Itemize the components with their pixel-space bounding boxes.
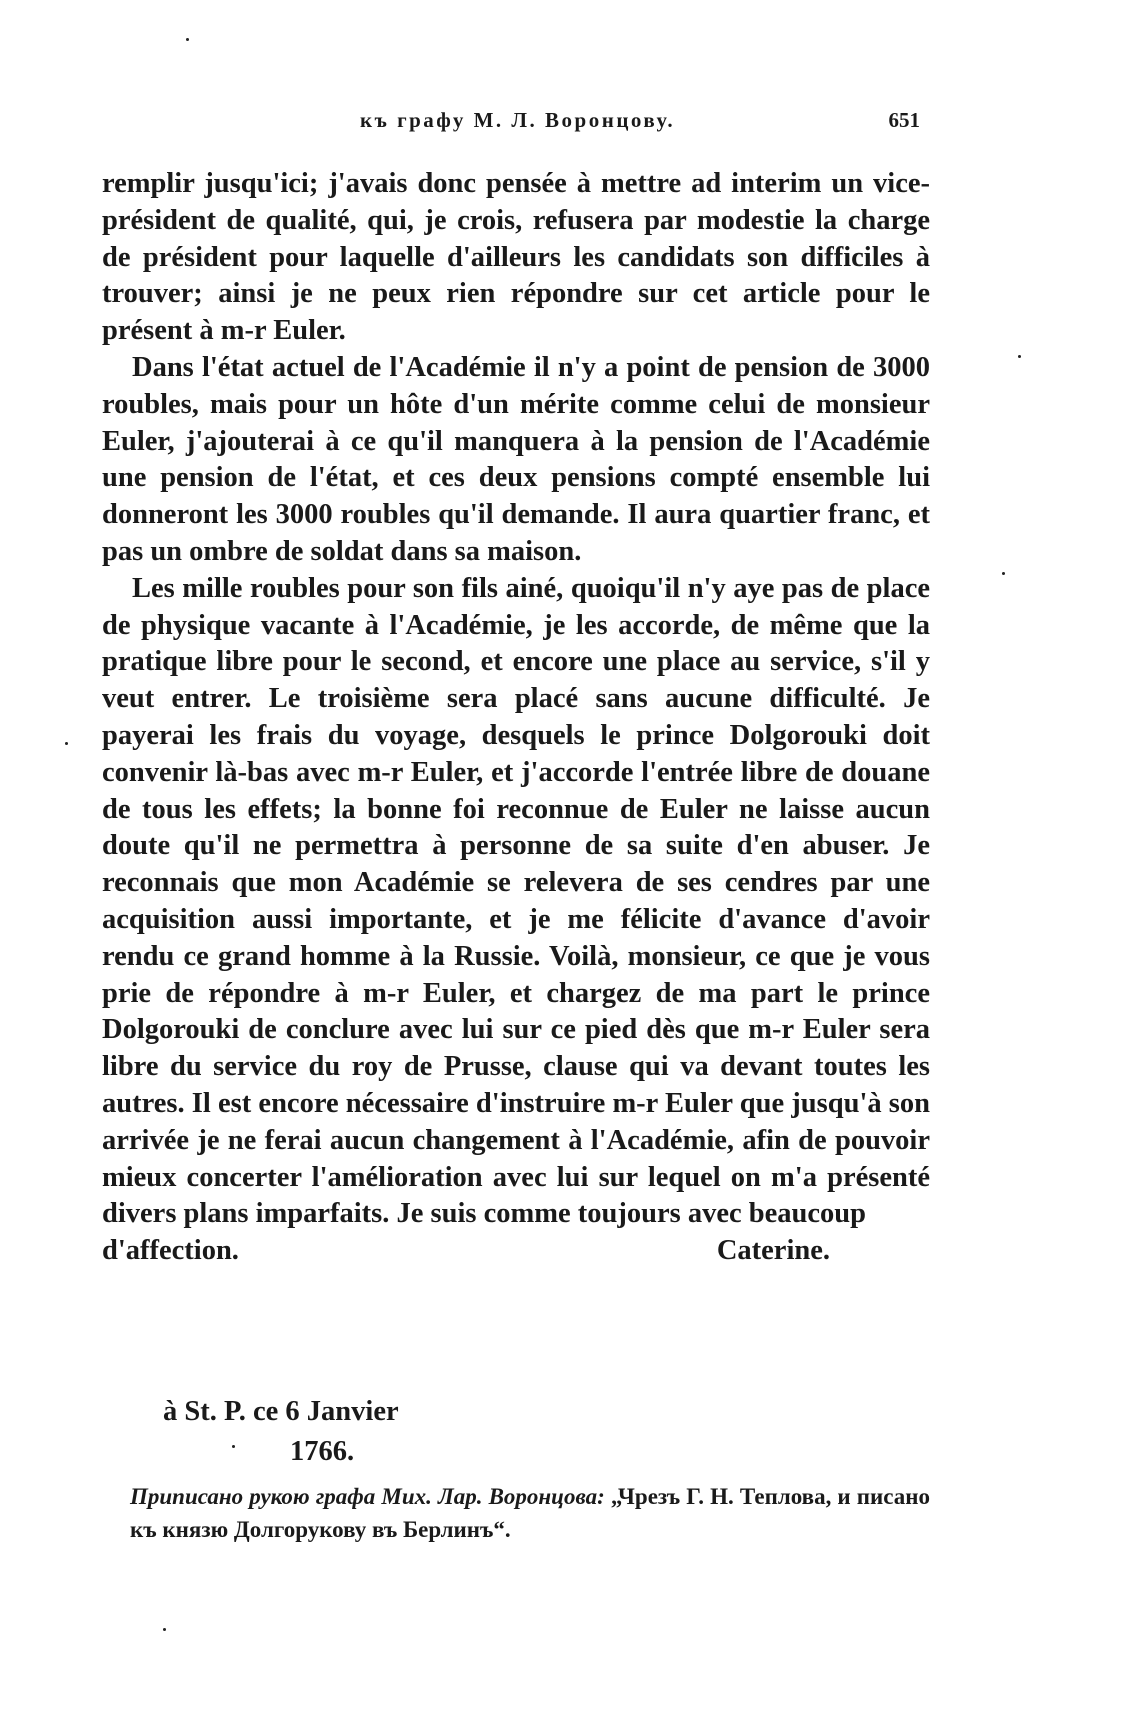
closing-line <box>102 1233 930 1270</box>
note-regular-text: „Чрезъ Г. Н. Теплова, и писано къ князю Долгорукову въ Берлинъ“. <box>130 1484 931 1542</box>
signature: Caterine. <box>716 1235 830 1267</box>
place-date: à St. P. ce 6 Janvier <box>163 1396 399 1427</box>
date-year: 1766. <box>290 1436 355 1467</box>
paragraph-2: Dans l'état actuel de l'Académie il n'y a point de pension de 3000 roubles, mais pour un hôte d'un mérite comme celui de monsieur Euler, j'ajouterai à ce qu'il manquera à la pension de l'Académie une pension de l'état, et ces deux pensions compté ensemble lui donneront les 3000 roubles qu'il demande. Il aura quartier franc, et pas un ombre de soldat dans sa maison. <box>102 351 930 567</box>
closing-text: d'affection. <box>102 1235 239 1267</box>
print-speck <box>186 38 189 41</box>
note-italic-text: Приписано рукою графа Мих. Лар. Воронцова: <box>130 1484 605 1509</box>
paragraph-1: remplir jusqu'ici; j'avais donc pensée à mettre ad interim un vice-président de qualité, qui, je crois, refusera par modestie la charge de président pour laquelle d'ailleurs les candidats son difficiles à trouver; ainsi je ne peux rien répondre sur cet article pour le présent à m-r Euler. <box>102 168 930 347</box>
running-title: къ графу М. Л. Воронцову. <box>360 108 676 132</box>
paragraph-3: Les mille roubles pour son fils ainé, quoiqu'il n'y aye pas de place de physique vacante à l'Académie, je les accorde, de même que la pratique libre pour le second, et encore une place au service, s'il y veut entrer. Le troisième sera placé sans aucune difficulté. Je payerai les frais du voyage, desquels le prince Dolgorouki doit convenir là-bas avec m-r Euler, et j'accorde l'entrée libre de douane de tous les effets; la bonne foi reconnue de Euler ne laisse aucun doute qu'il ne permettra à personne de sa suite d'en abuser. Je reconnais que mon Académie se relevera de ses cendres par une acquisition aussi importante, et je me félicite d'avance d'avoir rendu ce grand homme à la Russie. Voilà, monsieur, ce que je vous prie de répondre à m-r Euler, et chargez de ma part le prince Dolgorouki de conclure avec lui sur ce pied dès que m-r Euler sera libre du service du roy de Prusse, clause qui va devant toutes les autres. Il est encore nécessaire d'instruire m-r Euler que jusqu'à son arrivée je ne ferai aucun changement à l'Académie, afin de pouvoir mieux concerter l'amélioration avec lui sur lequel on m'a présenté divers plans imparfaits. Je suis comme toujours avec beaucoup <box>102 572 930 1230</box>
print-speck <box>163 1628 166 1631</box>
letter-body <box>102 166 930 1270</box>
print-speck <box>65 742 68 745</box>
footnote <box>130 1480 930 1546</box>
print-speck <box>1018 355 1021 358</box>
print-speck <box>1002 572 1005 575</box>
print-speck <box>232 1445 235 1448</box>
page-number: 651 <box>888 108 920 132</box>
page-header <box>360 108 920 142</box>
